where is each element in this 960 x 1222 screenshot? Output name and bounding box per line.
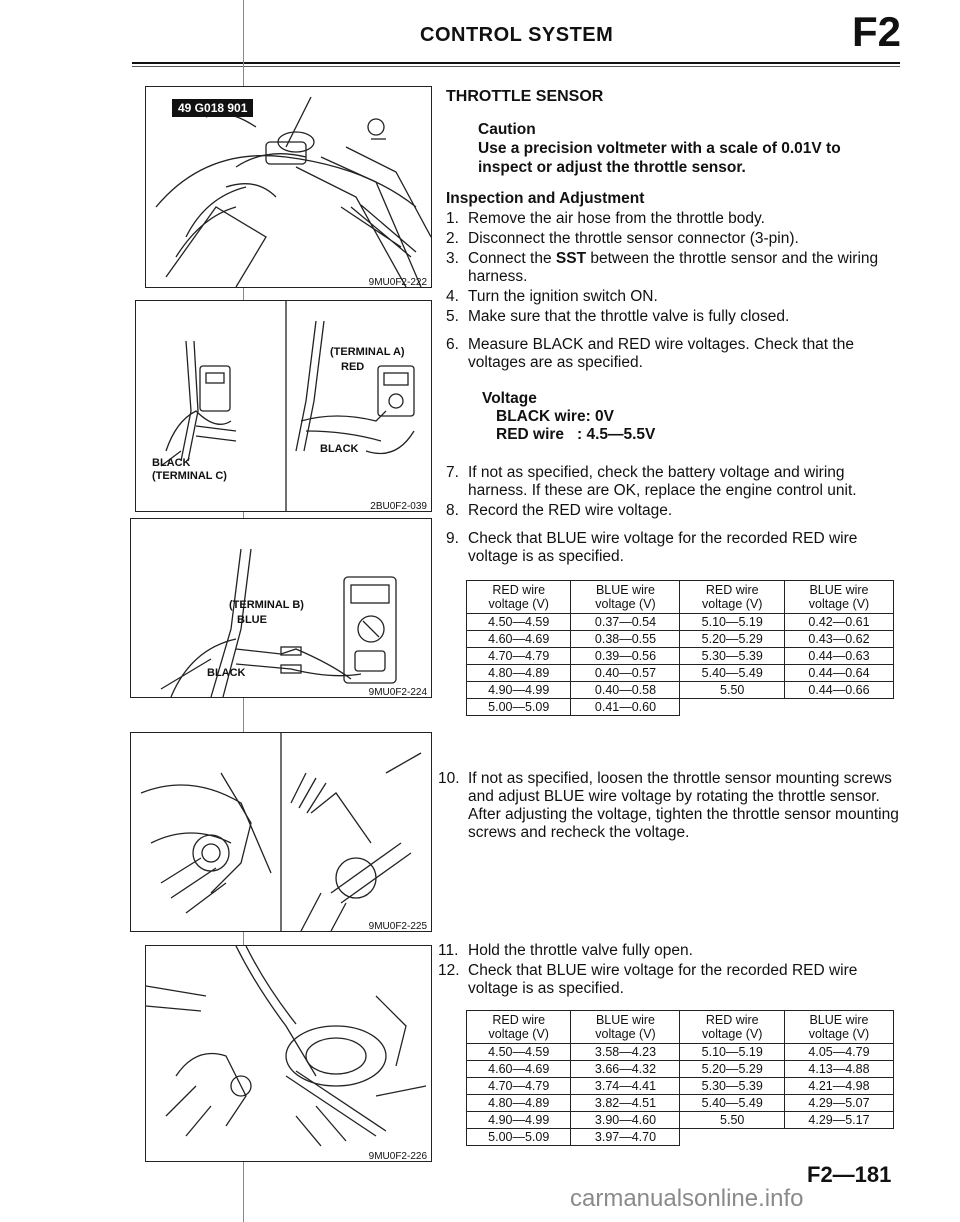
label-red: RED: [341, 361, 365, 373]
table-cell: 4.13—4.88: [784, 1061, 893, 1078]
label-black-terminal-c: BLACK (TERMINAL C): [152, 457, 227, 482]
figure-throttle-open-drawing: [146, 946, 431, 1161]
table-header: BLUE wire voltage (V): [571, 1011, 680, 1044]
figure-blue-measure: [130, 518, 432, 698]
table-cell: 3.90—4.60: [571, 1112, 680, 1129]
table-cell: 3.82—4.51: [571, 1095, 680, 1112]
step-text-extra: After adjusting the voltage, tighten the throttle sensor mounting screws and recheck the voltage.: [468, 806, 899, 841]
figure-caption: 2BU0F2-039: [370, 501, 427, 512]
table-cell: 3.97—4.70: [571, 1129, 680, 1146]
table-header: BLUE wire voltage (V): [784, 581, 893, 614]
table-header: RED wire voltage (V): [680, 1011, 784, 1044]
label-blue: BLUE: [237, 614, 267, 626]
table-cell: 4.29—5.17: [784, 1112, 893, 1129]
table-cell: 0.40—0.57: [571, 665, 680, 682]
table-cell: 0.44—0.64: [784, 665, 893, 682]
section-code: F2: [852, 8, 902, 55]
table-header: RED wire voltage (V): [467, 1011, 571, 1044]
caution-block: [478, 120, 898, 177]
step-text: Hold the throttle valve fully open.: [468, 942, 693, 959]
inspection-title: Inspection and Adjustment: [446, 190, 645, 207]
table-row: [467, 1044, 894, 1061]
watermark: carmanualsonline.info: [570, 1185, 804, 1212]
table-row: [467, 1129, 894, 1146]
black-wire-value: 0V: [595, 408, 615, 425]
figure-caption: 9MU0F2-226: [368, 1151, 427, 1162]
table-cell: 5.20—5.29: [680, 1061, 784, 1078]
figure-adjust-drawing: [131, 733, 431, 931]
table-cell: 4.50—4.59: [467, 1044, 571, 1061]
table-cell: 5.30—5.39: [680, 648, 784, 665]
blue-voltage-table-closed: [466, 580, 894, 716]
table-cell: 0.44—0.66: [784, 682, 893, 699]
step-text: Measure BLACK and RED wire voltages. Check that the voltages are as specified.: [468, 336, 854, 371]
table-cell: 0.40—0.58: [571, 682, 680, 699]
table-row: [467, 614, 894, 631]
step-number: 5.: [446, 308, 459, 325]
table-cell-empty: [784, 699, 893, 716]
table-cell: 4.60—4.69: [467, 1061, 571, 1078]
table-header-row: [467, 1011, 894, 1044]
table-cell: 5.30—5.39: [680, 1078, 784, 1095]
step-number: 6.: [446, 336, 459, 353]
step-text: Check that BLUE wire voltage for the recorded RED wire voltage is as specified.: [468, 530, 858, 565]
figure-caption: 9MU0F2-225: [368, 921, 427, 932]
table-cell: 4.60—4.69: [467, 631, 571, 648]
step-text: Make sure that the throttle valve is fully closed.: [468, 308, 790, 325]
table-cell: 0.42—0.61: [784, 614, 893, 631]
figure-throttle-open: [145, 945, 432, 1162]
step-text-main: If not as specified, loosen the throttle sensor mounting screws and adjust BLUE wire voltage by rotating the throttle sensor.: [468, 770, 892, 805]
label-black: BLACK: [207, 667, 246, 679]
voltage-spec: [482, 390, 655, 444]
table-header: RED wire voltage (V): [467, 581, 571, 614]
label-terminal-a: (TERMINAL A): [330, 346, 405, 358]
table-cell: 4.29—5.07: [784, 1095, 893, 1112]
label-black-right: BLACK: [320, 443, 359, 455]
step-text: Remove the air hose from the throttle body.: [468, 210, 765, 227]
table-cell: 4.05—4.79: [784, 1044, 893, 1061]
table-cell: 4.80—4.89: [467, 665, 571, 682]
table-cell: 4.70—4.79: [467, 1078, 571, 1095]
header-rule-thin: [132, 66, 900, 67]
table-cell: 5.00—5.09: [467, 1129, 571, 1146]
figure-sst-install-drawing: [146, 87, 431, 287]
step-number: 3.: [446, 250, 459, 267]
step-number: 10.: [438, 770, 460, 787]
voltage-red-row: [482, 426, 655, 444]
caution-title: Caution: [478, 121, 536, 138]
table-cell: 5.20—5.29: [680, 631, 784, 648]
table-cell: 5.00—5.09: [467, 699, 571, 716]
table-cell: 0.43—0.62: [784, 631, 893, 648]
section-title: THROTTLE SENSOR: [446, 88, 604, 105]
step-text: Record the RED wire voltage.: [468, 502, 673, 519]
table-row: [467, 1078, 894, 1095]
black-wire-label: BLACK wire:: [496, 408, 591, 425]
step-number: 11.: [438, 942, 459, 959]
voltage-black-row: [482, 408, 655, 426]
table-row: [467, 1112, 894, 1129]
table-row: [467, 648, 894, 665]
table-cell: 5.10—5.19: [680, 614, 784, 631]
table-cell: 5.40—5.49: [680, 665, 784, 682]
figure-black-red-measure: [135, 300, 432, 512]
caution-text: Use a precision voltmeter with a scale of 0.01V to inspect or adjust the throttle sensor.: [478, 140, 841, 176]
figure-adjust-sensor: [130, 732, 432, 932]
figure-sst-install: [145, 86, 432, 288]
step-number: 1.: [446, 210, 459, 227]
table-cell: 3.66—4.32: [571, 1061, 680, 1078]
table-cell: 3.74—4.41: [571, 1078, 680, 1095]
step-text: If not as specified, check the battery voltage and wiring harness. If these are OK, replace the engine control unit.: [468, 464, 857, 499]
header-rule: [132, 62, 900, 64]
red-wire-label: RED wire: [496, 426, 565, 443]
table-cell: 3.58—4.23: [571, 1044, 680, 1061]
page-header-title: CONTROL SYSTEM: [420, 24, 614, 46]
table-row: [467, 1095, 894, 1112]
table-cell: 4.50—4.59: [467, 614, 571, 631]
figure-caption: 9MU0F2-222: [368, 277, 427, 288]
red-wire-value: : 4.5—5.5V: [576, 426, 656, 443]
step-text-post: between the throttle sensor and the wiring harness.: [468, 250, 879, 285]
table-cell-empty: [784, 1129, 893, 1146]
voltage-title: Voltage: [482, 390, 537, 407]
step-number: 2.: [446, 230, 459, 247]
step-number: 12.: [438, 962, 460, 979]
table-cell: 5.40—5.49: [680, 1095, 784, 1112]
table-cell: 0.38—0.55: [571, 631, 680, 648]
table-header: BLUE wire voltage (V): [784, 1011, 893, 1044]
table-cell: 0.44—0.63: [784, 648, 893, 665]
table-row: [467, 631, 894, 648]
label-terminal-b: (TERMINAL B): [229, 599, 304, 611]
step-number: 9.: [446, 530, 459, 547]
table-cell: 5.50: [680, 1112, 784, 1129]
table-cell: 4.70—4.79: [467, 648, 571, 665]
sst-part-number-tag: 49 G018 901: [172, 99, 253, 117]
step-text: Disconnect the throttle sensor connector (3-pin).: [468, 230, 799, 247]
table-row: [467, 682, 894, 699]
step-number: 7.: [446, 464, 459, 481]
table-cell: 4.90—4.99: [467, 1112, 571, 1129]
sst-label: SST: [555, 250, 587, 267]
table-cell: 5.50: [680, 682, 784, 699]
step-text-pre: Connect the: [468, 250, 556, 267]
table-cell: 0.41—0.60: [571, 699, 680, 716]
table-row: [467, 699, 894, 716]
step-text: [468, 770, 900, 842]
step-text: Check that BLUE wire voltage for the recorded RED wire voltage is as specified.: [468, 962, 858, 997]
step-text: [468, 250, 900, 286]
figure-caption: 9MU0F2-224: [368, 687, 427, 698]
step-number: 4.: [446, 288, 459, 305]
page-number: F2—181: [807, 1162, 892, 1187]
table-cell-empty: [680, 1129, 784, 1146]
blue-voltage-table-open: [466, 1010, 894, 1146]
table-cell-empty: [680, 699, 784, 716]
table-cell: 4.80—4.89: [467, 1095, 571, 1112]
table-cell: 5.10—5.19: [680, 1044, 784, 1061]
table-header: RED wire voltage (V): [680, 581, 784, 614]
table-cell: 4.21—4.98: [784, 1078, 893, 1095]
table-header: BLUE wire voltage (V): [571, 581, 680, 614]
table-row: [467, 1061, 894, 1078]
table-cell: 0.39—0.56: [571, 648, 680, 665]
step-text: Turn the ignition switch ON.: [468, 288, 658, 305]
table-cell: 0.37—0.54: [571, 614, 680, 631]
table-row: [467, 665, 894, 682]
table-cell: 4.90—4.99: [467, 682, 571, 699]
step-number: 8.: [446, 502, 459, 519]
table-header-row: [467, 581, 894, 614]
